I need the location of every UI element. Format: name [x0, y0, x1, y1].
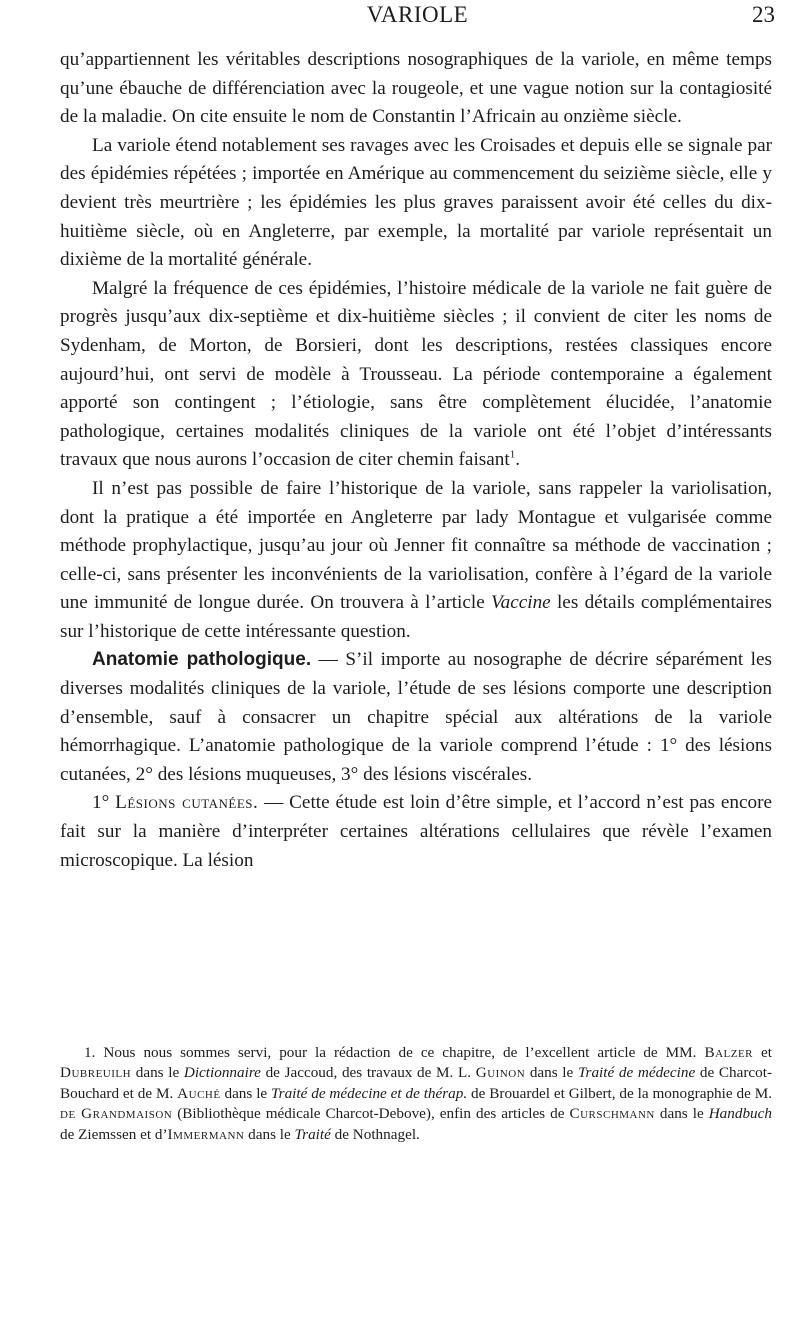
paragraph-continuation [60, 46, 772, 132]
footnote-1 [60, 1043, 772, 1145]
author-name: Auché [177, 1084, 221, 1102]
footnotes [60, 1043, 772, 1145]
running-title: VARIOLE [366, 2, 469, 27]
work-title: Traité [294, 1125, 331, 1143]
footnote-ref: 1 [509, 448, 516, 461]
subsection-heading: Lésions cutanées. [115, 792, 259, 814]
footnote-text: et [753, 1044, 772, 1061]
author-name: Guinon [475, 1064, 526, 1082]
running-head [60, 2, 775, 32]
author-name: Curschmann [569, 1105, 655, 1123]
work-title: Traité de médecine et de thérap. [271, 1084, 468, 1102]
footnote-text: dans le [220, 1084, 272, 1102]
paragraph-text: Il n’est pas possible de faire l’historique de la variole, sans rappeler la variolisation, dont la pratique a été importée en Angleterre par lady Montague et vulgarisée comme méthode prophylactique, jusqu’au jour où Jenner fit connaître sa méthode de vaccination ; celle-ci, sans présenter les inconvénients de la variolisation, confère à l’égard de la variole une immunité de longue durée. On trouvera à l’article [60, 477, 772, 614]
page-number: 23 [752, 2, 775, 27]
paragraph-anatomie [60, 646, 772, 789]
paragraph-history [60, 275, 772, 475]
footnote-text: de Charcot-Bouchard et de M. [60, 1064, 773, 1102]
author-name: Balzer [704, 1044, 754, 1061]
work-title: Handbuch [708, 1105, 772, 1123]
footnote-text: dans le [244, 1125, 295, 1143]
list-lead: 1° [92, 792, 116, 814]
footnote-text: Nous nous sommes servi, pour la rédaction de ce chapitre, de l’excellent article de MM. [95, 1044, 705, 1061]
paragraph-croisades [60, 132, 772, 275]
footnote-text: dans le [654, 1105, 709, 1123]
footnote-text: de Jaccoud, des travaux de M. L. [260, 1064, 476, 1082]
paragraph-text-end: les détails complémentaires sur l’historique de cette intéressante question. [60, 592, 772, 642]
body-text [60, 46, 772, 875]
paragraph-variolisation [60, 475, 772, 647]
work-title: Traité de médecine [577, 1064, 696, 1082]
author-name: Dubreuilh [60, 1064, 132, 1082]
footnote-text: de Nothnagel. [330, 1125, 420, 1143]
author-name: Immermann [167, 1125, 245, 1143]
paragraph-lesions-cutanees [60, 789, 772, 875]
footnote-text: dans le [131, 1064, 184, 1082]
article-reference: Vaccine [491, 592, 551, 614]
section-heading: Anatomie pathologique. [92, 649, 312, 671]
footnote-text: (Bibliothèque médicale Charcot-Debove), enfin des articles de [172, 1105, 570, 1123]
footnote-text: de Ziemssen et d’ [60, 1125, 168, 1143]
paragraph-text: La variole étend notablement ses ravages avec les Croisades et depuis elle se signale par des épidémies répétées ; importée en Amérique au commencement du seizième siècle, elle y devient très meurtrière ; les épidémies les plus graves paraissent avoir été celles du dix-huitième siècle, où en Angleterre, par exemple, la mortalité par variole représentait un dixième de la mortalité générale. [60, 134, 772, 271]
footnote-marker: 1. [84, 1044, 96, 1061]
footnote-text: dans le [525, 1064, 578, 1082]
paragraph-text: qu’appartiennent les véritables descriptions nosographiques de la variole, en même temps qu’une ébauche de différenciation avec la rougeole, et une vague notion sur la contagiosité de la maladie. On cite ensuite le nom de Constantin l’Africain au onzième siècle. [60, 49, 772, 128]
paragraph-text: — Cette étude est loin d’être simple, et l’accord n’est pas encore fait sur la manière d’interpréter certaines altérations cellulaires que révèle l’examen microscopique. La lésion [60, 792, 772, 871]
footnote-text: de Brouardel et Gilbert, de la monographie de M. [467, 1084, 773, 1102]
paragraph-text: Malgré la fréquence de ces épidémies, l’histoire médicale de la variole ne fait guère de progrès jusqu’aux dix-septième et dix-huitième siècles ; il convient de citer les noms de Sydenham, de Morton, de Borsieri, dont les descriptions, restées classiques encore aujourd’hui, ont servi de modèle à Trousseau. La période contemporaine a également apporté son contingent ; l’étiologie, sans être complètement élucidée, l’anatomie pathologique, certaines modalités cliniques de la variole ont été l’objet d’intéressants travaux que nous aurons l’occasion de citer chemin faisant [60, 277, 772, 471]
work-title: Dictionnaire [183, 1064, 261, 1082]
paragraph-text: — S’il importe au nosographe de décrire séparément les diverses modalités cliniques de la variole, l’étude de ses lésions comporte une description d’ensemble, sauf à consacrer un chapitre spécial aux altérations de la variole hémorrhagique. L’anatomie pathologique de la variole comprend l’étude : 1° des lésions cutanées, 2° des lésions muqueuses, 3° des lésions viscérales. [60, 649, 772, 785]
author-name: de Grandmaison [60, 1105, 173, 1123]
paragraph-text-end: . [515, 449, 520, 471]
